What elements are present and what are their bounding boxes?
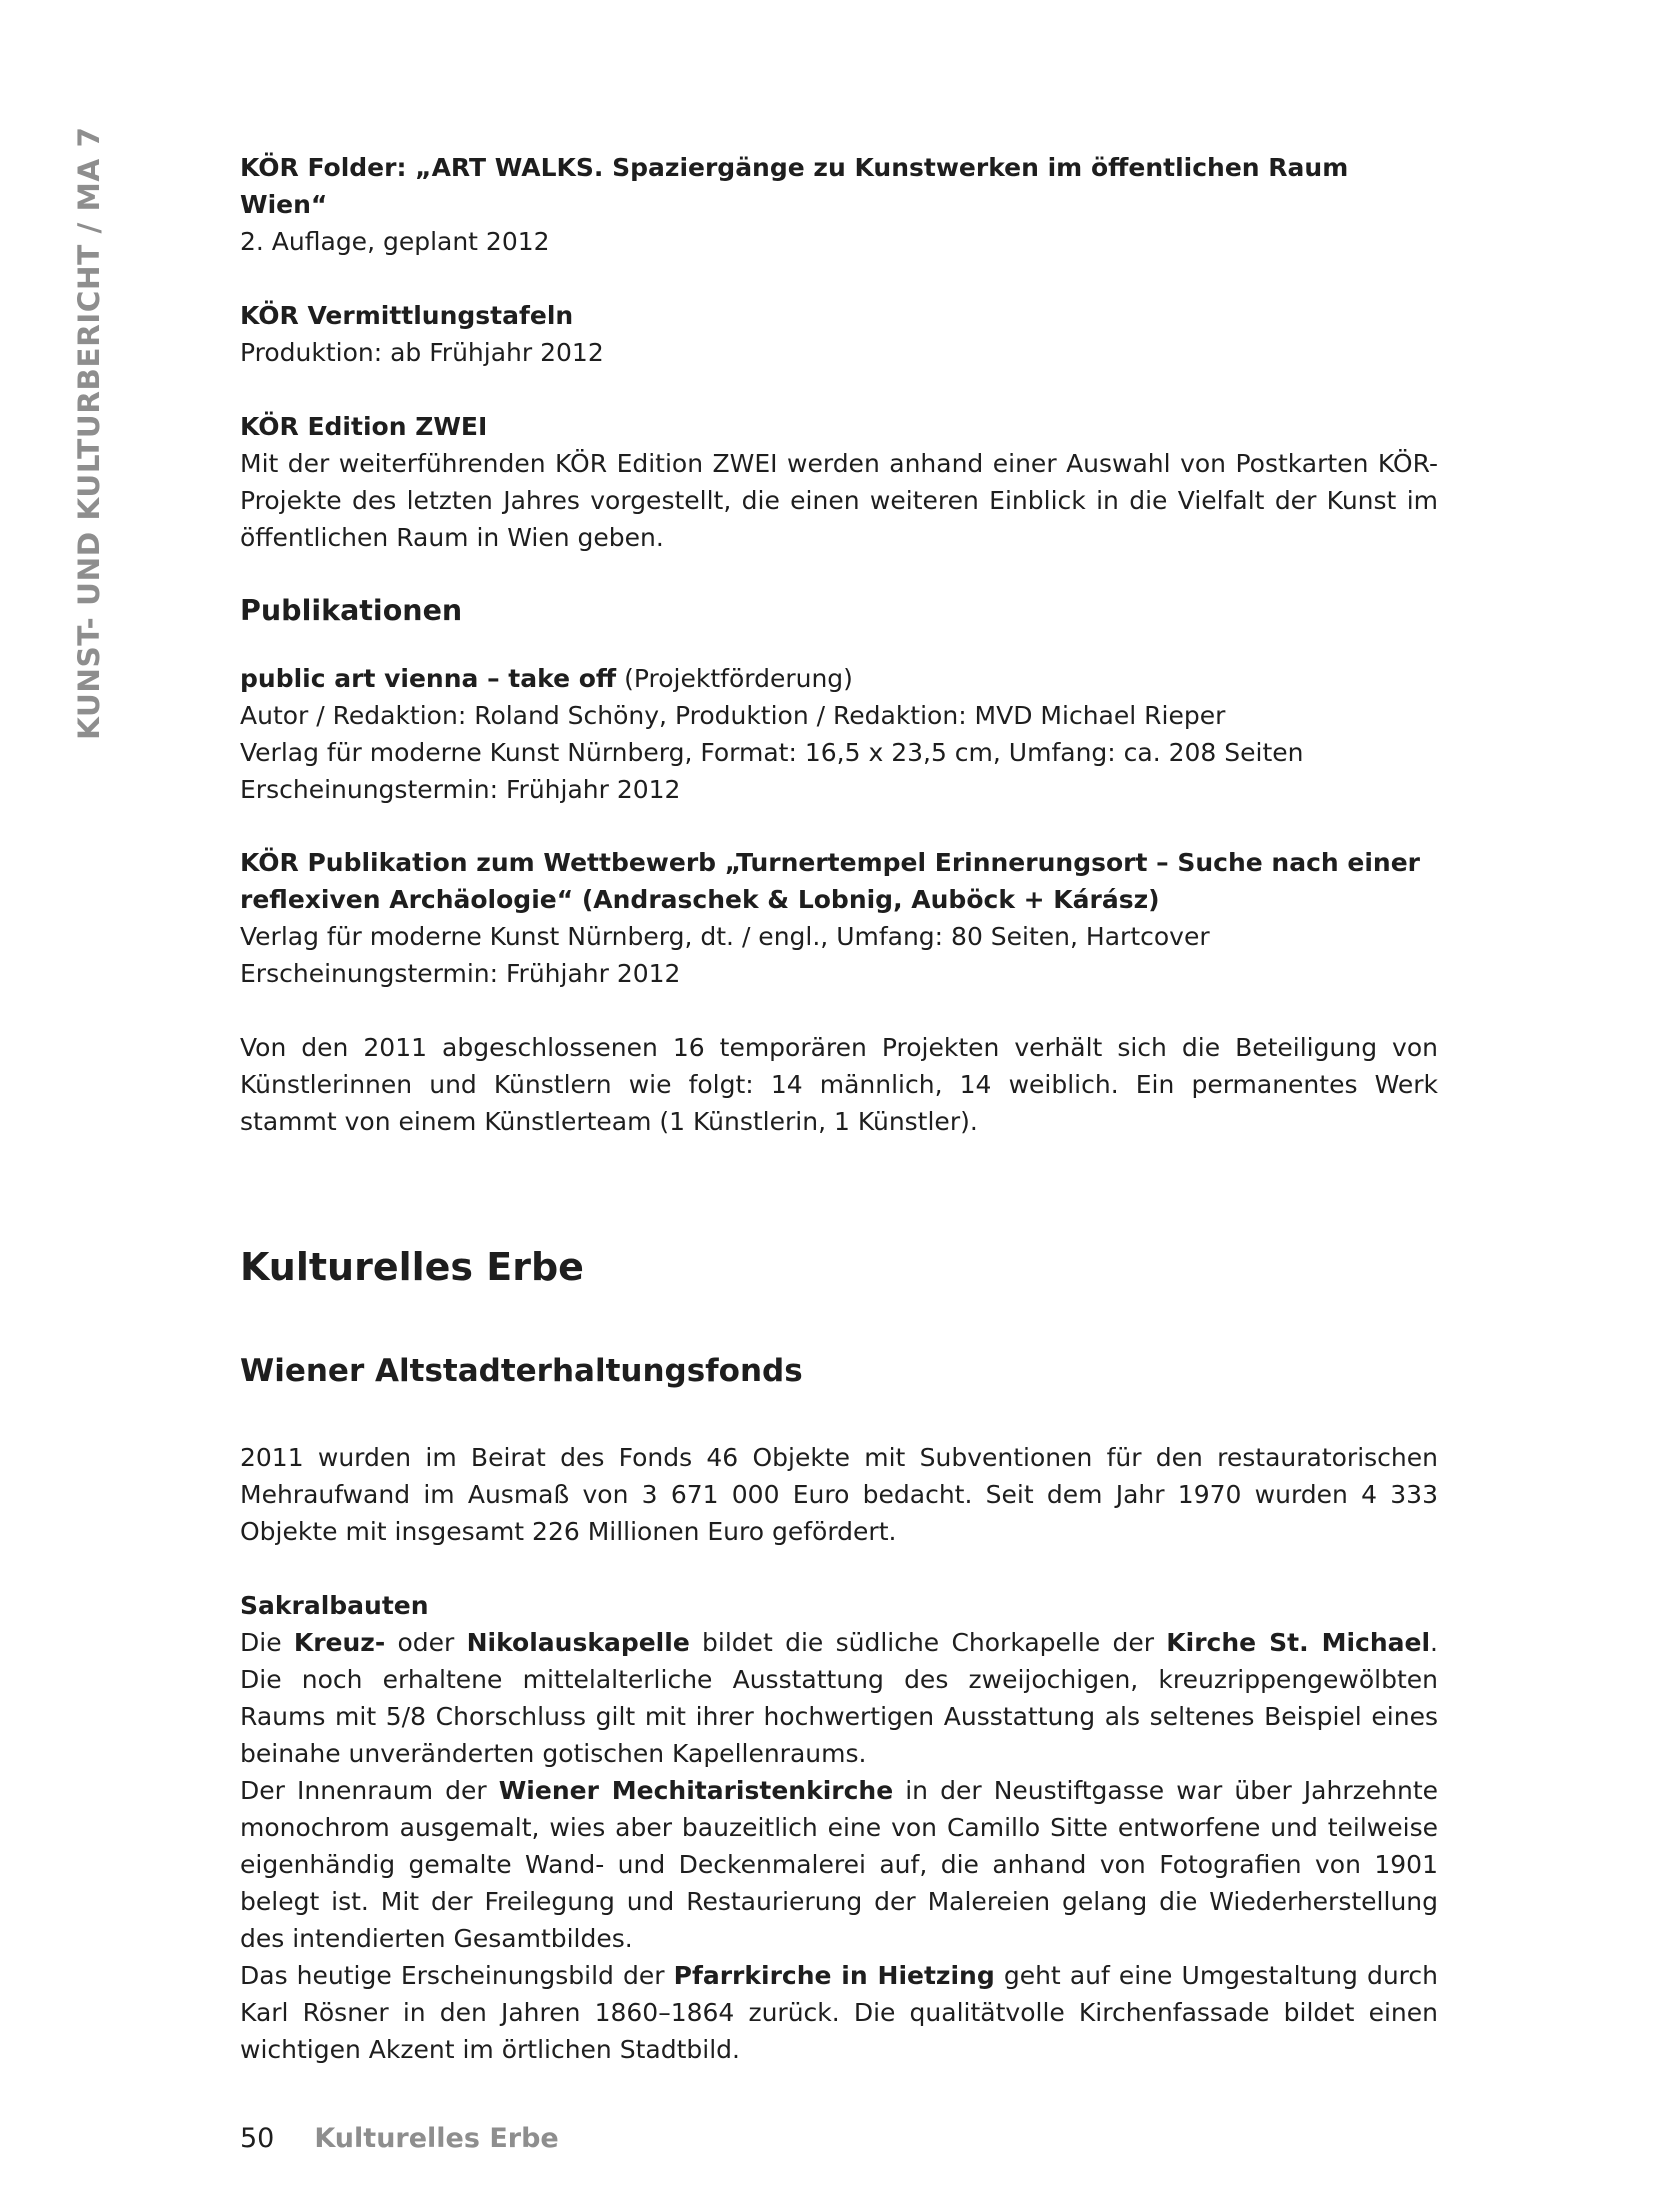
sakral-paragraph-3 (240, 1957, 1438, 2068)
text-run: geht auf eine Umgestaltung durch Karl Rösner in den Jahren 1860–1864 zurück. Die qualitätvolle Kirchenfassade bildet einen wichtigen Akzent im örtlichen Stadtbild. (240, 1961, 1439, 2064)
folder-text: 2. Auflage, geplant 2012 (240, 227, 550, 256)
text-run-bold: Kirche St. Michael (1166, 1628, 1431, 1657)
text-run: in der Neustiftgasse war über Jahrzehnte monochrom ausgemalt, wies aber bauzeitlich eine von Camillo Sitte entworfene und teilweise eigenhändig gemalte Wand- und Deckenmalerei auf, die anhand von Fotografien von 1901 belegt ist. Mit der Freilegung und Restaurierung der Malereien gelang die Wiederherstellung des intendierten Gesamtbildes. (240, 1776, 1438, 1953)
tafeln-text: Produktion: ab Frühjahr 2012 (240, 338, 604, 367)
kp-title-line-2: reflexiven Archäologie“ (Andraschek & Lobnig, Auböck + Kárász) (240, 885, 1160, 914)
running-side-title: KUNST- UND KULTURBERICHT / MA 7 (72, 126, 106, 740)
pav-line-2: Verlag für moderne Kunst Nürnberg, Format: 16,5 x 23,5 cm, Umfang: ca. 208 Seiten (240, 738, 1304, 767)
edition-text: Mit der weiterführenden KÖR Edition ZWEI werden anhand einer Auswahl von Postkarten KÖR-Projekte des letzten Jahres vorgestellt, die einen weiteren Einblick in die Vielfalt der Kunst im öffentlichen Raum in Wien geben. (240, 449, 1438, 552)
section-subheading: Wiener Altstadterhaltungsfonds (240, 1353, 803, 1389)
pav-title (240, 660, 1438, 697)
kp-line-1: Verlag für moderne Kunst Nürnberg, dt. / engl., Umfang: 80 Seiten, Hartcover (240, 922, 1210, 951)
text-run: Der Innenraum der (240, 1776, 499, 1805)
pav-title-rest: (Projektförderung) (616, 664, 853, 693)
text-run: Die (240, 1628, 294, 1657)
pav-title-bold: public art vienna – take off (240, 664, 617, 693)
pav-line-3: Erscheinungstermin: Frühjahr 2012 (240, 775, 681, 804)
text-run-bold: Pfarrkirche in Hietzing (673, 1961, 995, 1990)
text-run: oder (385, 1628, 467, 1657)
text-run: bildet die südliche Chorkapelle der (689, 1628, 1167, 1657)
page-content (240, 149, 1438, 2068)
text-run-bold: Nikolauskapelle (466, 1628, 690, 1657)
publikationen-heading: Publikationen (240, 594, 463, 627)
text-run-bold: Wiener Mechitaristenkirche (498, 1776, 894, 1805)
page-number: 50 (240, 2123, 275, 2154)
edition-title: KÖR Edition ZWEI (240, 412, 488, 441)
pav-line-1: Autor / Redaktion: Roland Schöny, Produktion / Redaktion: MVD Michael Rieper (240, 701, 1226, 730)
text-run-bold: Kreuz- (293, 1628, 386, 1657)
sakral-paragraph-1 (240, 1624, 1438, 1772)
tafeln-title: KÖR Vermittlungstafeln (240, 301, 574, 330)
stats-text: Von den 2011 abgeschlossenen 16 temporären Projekten verhält sich die Beteiligung von Künstlerinnen und Künstlern wie folgt: 14 männlich, 14 weiblich. Ein permanentes Werk stammt von einem Künstlerteam (1 Künstlerin, 1 Künstler). (240, 1033, 1438, 1136)
folder-title: KÖR Folder: „ART WALKS. Spaziergänge zu Kunstwerken im öffentlichen Raum Wien“ (240, 153, 1349, 219)
section-heading: Kulturelles Erbe (240, 1245, 584, 1289)
kp-title-line-1: KÖR Publikation zum Wettbewerb „Turnertempel Erinnerungsort – Suche nach einer (240, 848, 1421, 877)
text-run: . Die noch erhaltene mittelalterliche Ausstattung des zweijochigen, kreuzrippengewölbten Raums mit 5/8 Chorschluss gilt mit ihrer hochwertigen Ausstattung als seltenes Beispiel eines beinahe unveränderten gotischen Kapellenraums. (240, 1628, 1438, 1768)
text-run: Das heutige Erscheinungsbild der (240, 1961, 674, 1990)
intro-text: 2011 wurden im Beirat des Fonds 46 Objekte mit Subventionen für den restauratorischen Mehraufwand im Ausmaß von 3 671 000 Euro bedacht. Seit dem Jahr 1970 wurden 4 333 Objekte mit insgesamt 226 Millionen Euro gefördert. (240, 1443, 1438, 1546)
kp-line-2: Erscheinungstermin: Frühjahr 2012 (240, 959, 681, 988)
footer-section-title: Kulturelles Erbe (314, 2123, 559, 2154)
sakral-paragraph-2 (240, 1772, 1438, 1957)
page-footer (240, 2121, 559, 2157)
sakral-heading: Sakralbauten (240, 1591, 429, 1620)
